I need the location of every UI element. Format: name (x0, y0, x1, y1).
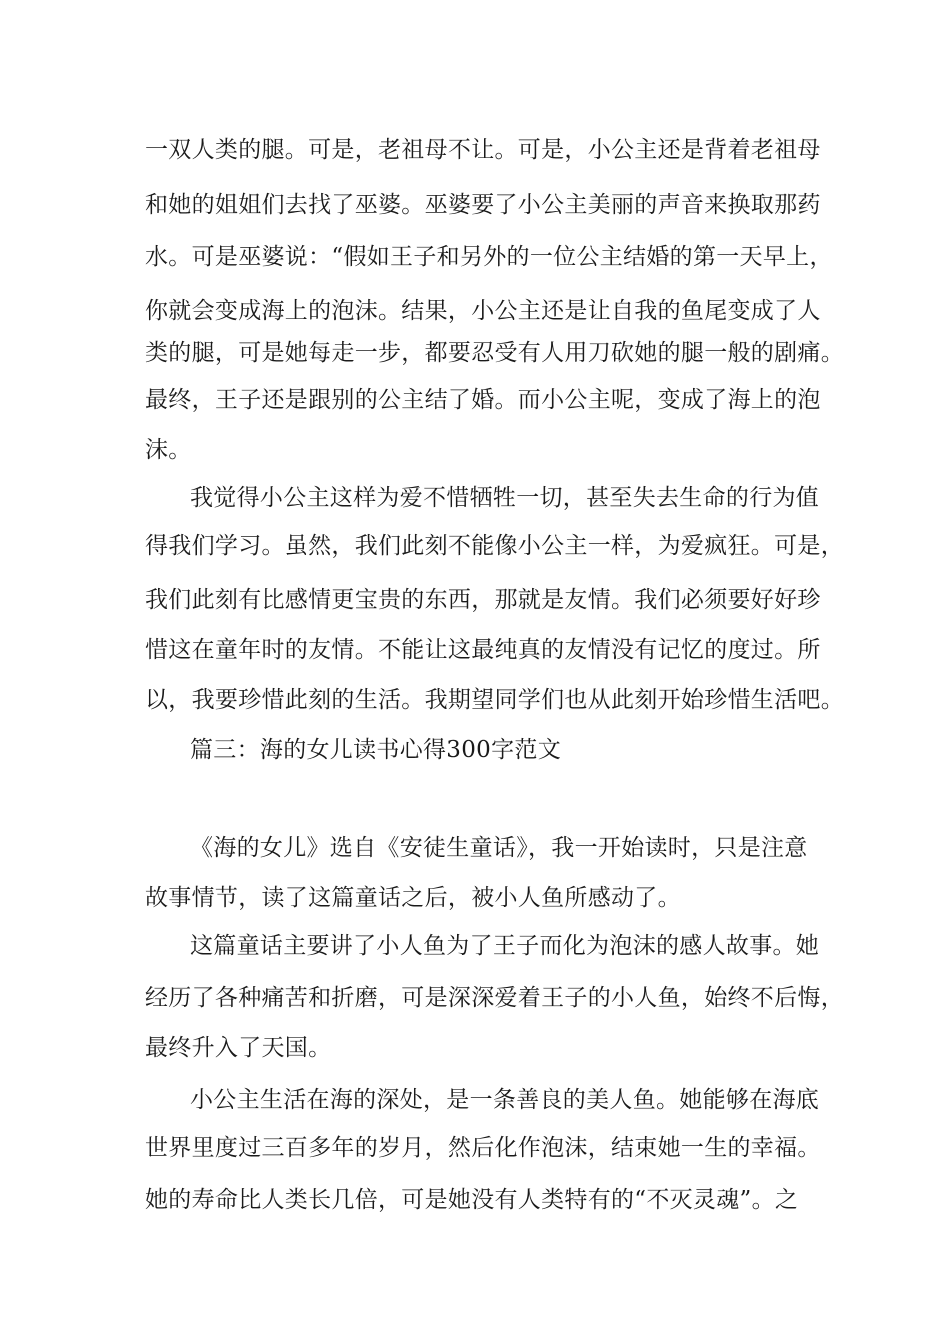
text-line: 类的腿，可是她每走一步，都要忍受有人用刀砍她的腿一般的剧痛。 (145, 340, 844, 366)
text-line: 我觉得小公主这样为爱不惜牺牲一切，甚至失去生命的行为值 (190, 485, 820, 511)
text-line: 小公主生活在海的深处，是一条善良的美人鱼。她能够在海底 (190, 1087, 820, 1113)
text-line: 得我们学习。虽然，我们此刻不能像小公主一样，为爱疯狂。可是， (145, 533, 844, 559)
text-line: 最终升入了天国。 (145, 1035, 332, 1061)
text-line: 沫。 (145, 437, 192, 463)
text-line: 世界里度过三百多年的岁月，然后化作泡沫，结束她一生的幸福。 (145, 1135, 821, 1161)
section-heading: 篇三：海的女儿读书心得300字范文 (190, 737, 561, 763)
text-line: 一双人类的腿。可是，老祖母不让。可是，小公主还是背着老祖母 (145, 137, 821, 163)
text-line: 这篇童话主要讲了小人鱼为了王子而化为泡沫的感人故事。她 (190, 933, 820, 959)
text-line: 我们此刻有比感情更宝贵的东西，那就是友情。我们必须要好好珍 (145, 587, 821, 613)
text-line: 和她的姐姐们去找了巫婆。巫婆要了小公主美丽的声音来换取那药 (145, 192, 821, 218)
text-line: 水。可是巫婆说：“假如王子和另外的一位公主结婚的第一天早上， (145, 244, 833, 270)
text-line: 惜这在童年时的友情。不能让这最纯真的友情没有记忆的度过。所 (145, 637, 821, 663)
text-line: 你就会变成海上的泡沫。结果，小公主还是让自我的鱼尾变成了人 (145, 298, 821, 324)
text-line: 以，我要珍惜此刻的生活。我期望同学们也从此刻开始珍惜生活吧。 (145, 687, 844, 713)
text-line: 她的寿命比人类长几倍，可是她没有人类特有的“不灭灵魂”。之 (145, 1187, 799, 1213)
text-line: 故事情节，读了这篇童话之后，被小人鱼所感动了。 (145, 885, 681, 911)
text-line: 经历了各种痛苦和折磨，可是深深爱着王子的小人鱼，始终不后悔， (145, 985, 844, 1011)
text-line: 最终，王子还是跟别的公主结了婚。而小公主呢，变成了海上的泡 (145, 387, 821, 413)
text-line: 《海的女儿》选自《安徒生童话》，我一开始读时，只是注意 (190, 835, 808, 861)
